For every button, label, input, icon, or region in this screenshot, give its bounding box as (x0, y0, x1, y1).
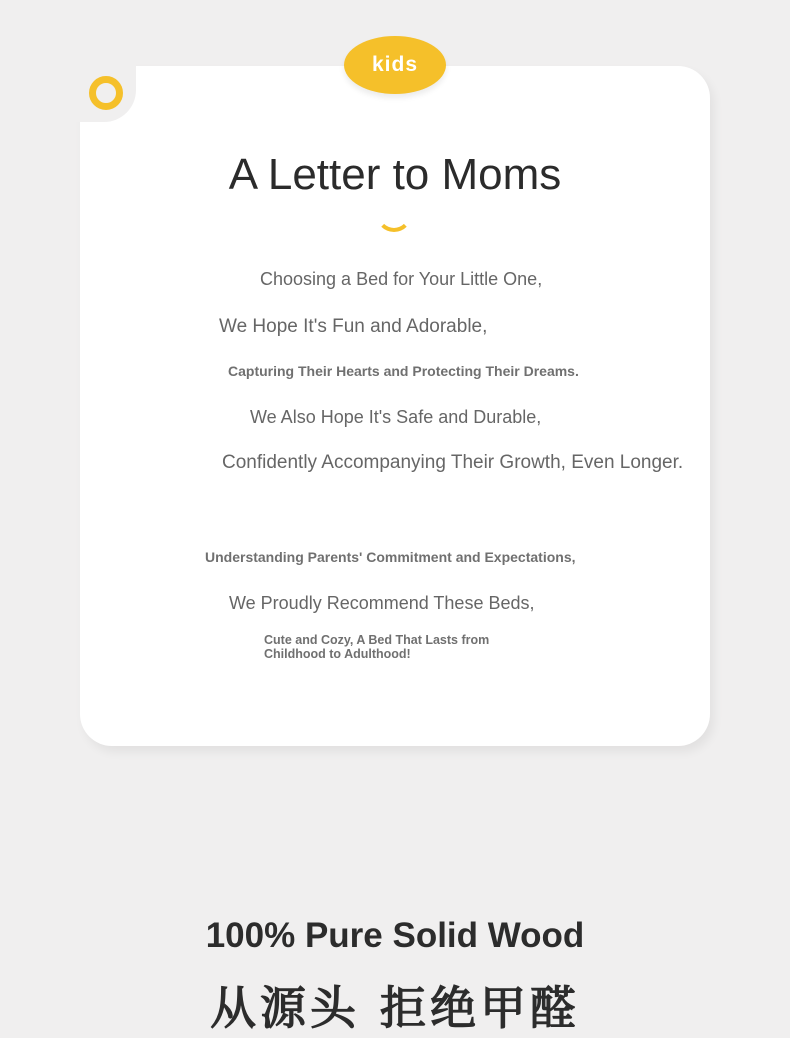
letter-line-8: Cute and Cozy, A Bed That Lasts from Childhood to Adulthood! (264, 633, 490, 661)
letter-line-2: We Hope It's Fun and Adorable, (219, 316, 488, 337)
letter-title: A Letter to Moms (228, 150, 562, 199)
yellow-ring-icon (89, 76, 123, 110)
section-subtitle: 从源头 拒绝甲醛 (209, 981, 580, 1035)
letter-line-6: Understanding Parents' Commitment and Expectations, (205, 549, 576, 565)
kids-badge: kids (344, 36, 446, 94)
letter-line-7: We Proudly Recommend These Beds, (229, 593, 535, 613)
letter-line-5: Confidently Accompanying Their Growth, Even Longer. (222, 452, 684, 473)
letter-line-3: Capturing Their Hearts and Protecting Their Dreams. (228, 363, 579, 379)
letter-line-1: Choosing a Bed for Your Little One, (260, 269, 543, 289)
letter-line-4: We Also Hope It's Safe and Durable, (250, 407, 542, 427)
smile-curve-icon (376, 196, 412, 232)
section-title: 100% Pure Solid Wood (205, 916, 585, 955)
